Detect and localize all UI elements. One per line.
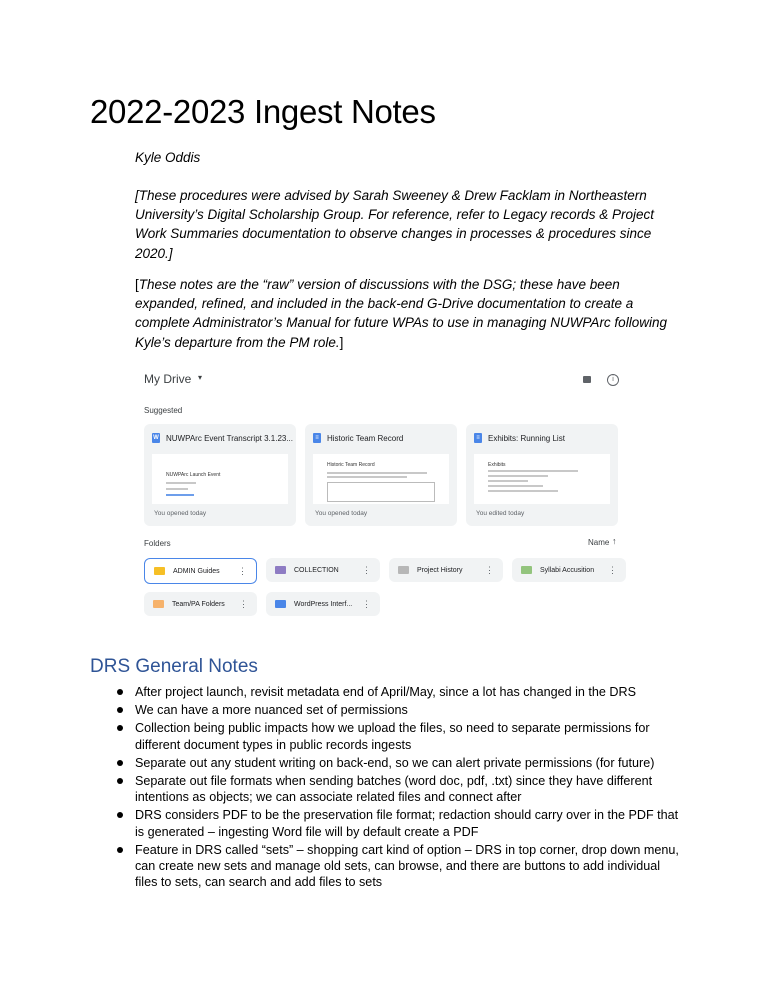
sort-label: Name — [588, 538, 610, 547]
folder-item — [144, 592, 257, 616]
raw-notes-note — [135, 275, 680, 352]
section-title: DRS General Notes — [90, 656, 258, 677]
google-doc-icon: ≡ — [474, 433, 482, 443]
more-options-icon: ⋮ — [238, 565, 247, 576]
folder-item — [389, 558, 503, 582]
card-footer: You opened today — [315, 510, 368, 517]
preview-heading: Historic Team Record — [327, 462, 375, 468]
list-item: Separate out file formats when sending batches (word doc, pdf, .txt) since they have different intentions as objects; we can associate related files and connect after — [135, 773, 680, 805]
google-doc-icon: ≡ — [313, 433, 321, 443]
folder-item — [266, 592, 380, 616]
raw-notes-text: These notes are the “raw” version of discussions with the DSG; these have been expanded, refined, and included in the back-end G-Drive documentation to create a complete Administrator’s Manual for future WPAs to use in managing NUWPArc following Kyle’s departure from the PM role. — [135, 277, 667, 350]
folder-item — [266, 558, 380, 582]
card-title: Historic Team Record — [327, 433, 404, 443]
folder-item — [512, 558, 626, 582]
raw-notes-close-bracket: ] — [339, 334, 344, 350]
word-doc-icon: W — [153, 435, 159, 441]
folder-icon — [398, 566, 409, 574]
list-view-icon — [583, 376, 591, 383]
folder-label: Team/PA Folders — [172, 600, 225, 608]
folder-item — [144, 558, 257, 584]
card-footer: You edited today — [476, 510, 525, 517]
page-title: 2022-2023 Ingest Notes — [90, 93, 436, 130]
folder-icon — [154, 567, 165, 575]
more-options-icon: ⋮ — [362, 598, 371, 609]
suggested-label: Suggested — [144, 406, 183, 415]
list-item: DRS considers PDF to be the preservation file format; redaction should carry over in the PDF that is generated – ingesting Word file will by default create a PDF — [135, 808, 679, 839]
more-options-icon: ⋮ — [362, 564, 371, 575]
list-item: Feature in DRS called “sets” – shopping cart kind of option – DRS in top corner, drop down menu, can create new sets and manage old sets, can browse, and there are buttons to add individual files to sets, can search and add files to sets — [135, 842, 679, 890]
card-preview — [152, 454, 288, 504]
preview-heading: NUWPArc Launch Event — [166, 472, 221, 478]
procedures-note — [135, 186, 680, 263]
card-preview — [474, 454, 610, 504]
procedures-note-text: [These procedures were advised by Sarah Sweeney & Drew Facklam in Northeastern University’s Digital Scholarship Group. For reference, refer to Legacy records & Project Work Summaries documentation to observe changes in processes & procedures since 2020.] — [135, 188, 654, 261]
more-options-icon: ⋮ — [485, 564, 494, 575]
info-icon: i — [607, 374, 619, 386]
shared-folder-icon — [275, 566, 286, 574]
drive-screenshot — [138, 368, 636, 624]
more-options-icon: ⋮ — [608, 564, 617, 575]
drive-title: My Drive — [144, 372, 192, 386]
drs-notes-list — [135, 684, 680, 892]
sort-arrow-icon: ↑ — [612, 536, 617, 546]
folder-label: WordPress Interf... — [294, 600, 353, 608]
chevron-down-icon: ▾ — [198, 373, 203, 382]
list-item: After project launch, revisit metadata end of April/May, since a lot has changed in the DRS — [135, 684, 680, 700]
card-title: Exhibits: Running List — [488, 433, 565, 443]
card-title: NUWPArc Event Transcript 3.1.23... — [166, 433, 294, 443]
more-options-icon: ⋮ — [239, 598, 248, 609]
card-footer: You opened today — [154, 510, 207, 517]
suggested-card — [466, 424, 618, 526]
folder-label: Project History — [417, 566, 463, 574]
list-item: We can have a more nuanced set of permissions — [135, 702, 680, 718]
folder-label: ADMIN Guides — [173, 567, 220, 575]
preview-heading: Exhibits — [488, 462, 506, 468]
folder-icon — [521, 566, 532, 574]
list-item: Collection being public impacts how we upload the files, so need to separate permissions for different document types in public records ingests — [135, 720, 680, 752]
raw-notes-open-bracket: [ — [135, 277, 139, 292]
folders-label: Folders — [144, 539, 171, 548]
folder-label: Syllabi Accusition — [540, 566, 595, 574]
author-name: Kyle Oddis — [135, 150, 201, 165]
folder-label: COLLECTION — [294, 566, 339, 574]
card-preview — [313, 454, 449, 504]
suggested-card — [305, 424, 457, 526]
folder-icon — [153, 600, 164, 608]
folder-icon — [275, 600, 286, 608]
list-item: Separate out any student writing on back-end, so we can alert private permissions (for future) — [135, 755, 680, 771]
suggested-card — [144, 424, 296, 526]
